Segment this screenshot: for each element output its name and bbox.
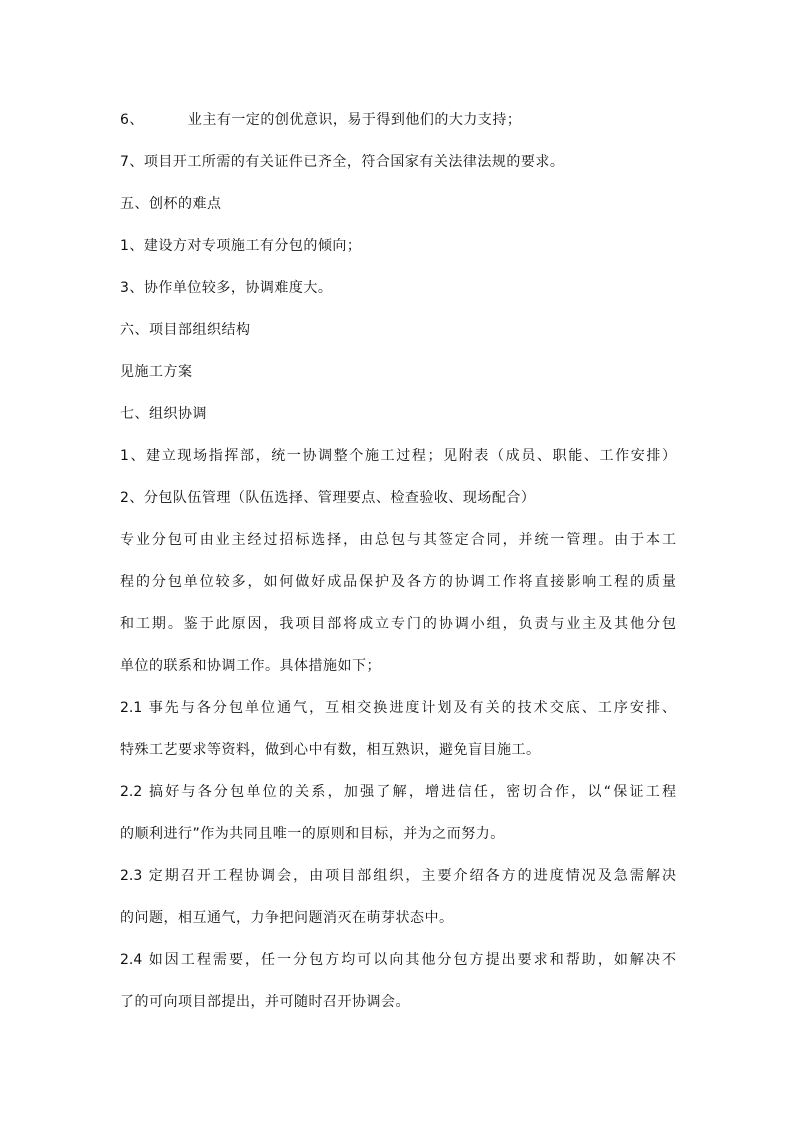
section-heading-7: 七、组织协调 bbox=[120, 406, 207, 422]
paragraph-line: 2.1 事先与各分包单位通气，互相交换进度计划及有关的技术交底、工序安排、 bbox=[120, 700, 676, 716]
paragraph-line: 的问题，相互通气，力争把问题消灭在萌芽状态中。 bbox=[120, 910, 454, 926]
list-item: 3、协作单位较多，协调难度大。 bbox=[120, 280, 333, 296]
paragraph-line: 程的分包单位较多，如何做好成品保护及各方的协调工作将直接影响工程的质量 bbox=[120, 574, 676, 590]
paragraph-line: 见施工方案 bbox=[120, 364, 193, 380]
paragraph-line: 了的可向项目部提出，并可随时召开协调会。 bbox=[120, 994, 410, 1010]
paragraph-line: 和工期。鉴于此原因，我项目部将成立专门的协调小组，负责与业主及其他分包 bbox=[120, 616, 676, 632]
list-item: 1、建立现场指挥部，统一协调整个施工过程；见附表（成员、职能、工作安排） bbox=[120, 448, 676, 464]
section-heading-5: 五、创杯的难点 bbox=[120, 196, 222, 212]
paragraph-line: 单位的联系和协调工作。具体措施如下； bbox=[120, 658, 381, 674]
section-heading-6: 六、项目部组织结构 bbox=[120, 322, 251, 338]
list-item-6 bbox=[120, 110, 676, 130]
paragraph-line: 2.2 搞好与各分包单位的关系，加强了解，增进信任，密切合作，以“保证工程 bbox=[120, 784, 676, 800]
paragraph-line: 专业分包可由业主经过招标选择，由总包与其签定合同，并统一管理。由于本工 bbox=[120, 532, 676, 548]
paragraph-line: 2.4 如因工程需要，任一分包方均可以向其他分包方提出要求和帮助，如解决不 bbox=[120, 952, 676, 968]
paragraph-line: 特殊工艺要求等资料，做到心中有数，相互熟识，避免盲目施工。 bbox=[120, 742, 541, 758]
list-number: 6、 bbox=[120, 112, 144, 128]
list-item-7: 7、项目开工所需的有关证件已齐全，符合国家有关法律法规的要求。 bbox=[120, 154, 565, 170]
list-text: 业主有一定的创优意识，易于得到他们的大力支持； bbox=[187, 112, 522, 128]
paragraph-line: 2.3 定期召开工程协调会，由项目部组织，主要介绍各方的进度情况及急需解决 bbox=[120, 868, 676, 884]
paragraph-line: 的顺利进行”作为共同且唯一的原则和目标，并为之而努力。 bbox=[120, 826, 505, 842]
list-item: 2、分包队伍管理（队伍选择、管理要点、检查验收、现场配合） bbox=[120, 490, 536, 506]
list-item: 1、建设方对专项施工有分包的倾向； bbox=[120, 238, 362, 254]
